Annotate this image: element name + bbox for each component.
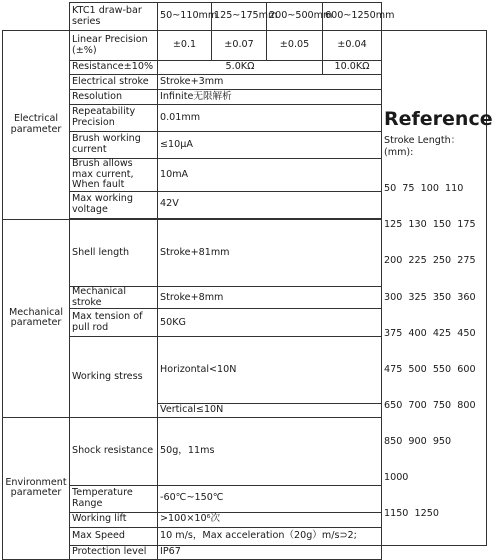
linear-precision-row (3, 31, 487, 61)
cell-value: 10mA (158, 159, 382, 192)
stroke-line: 1000 (384, 472, 409, 484)
cell-value: -60℃~150℃ (158, 485, 382, 512)
stroke-line: 850 900 950 (384, 436, 452, 448)
stroke-line: 475 500 550 600 (384, 363, 476, 375)
cell-value: Stroke+81mm (158, 219, 382, 287)
stroke-line: 300 325 350 360 (384, 291, 476, 303)
row-label: Electrical stroke (70, 75, 158, 90)
row-label: Working stress (70, 337, 158, 418)
row-label: Brush working current (70, 132, 158, 159)
row-label: Resolution (70, 90, 158, 105)
row-label: Brush allows max current, When fault (70, 159, 158, 192)
spec-table (2, 2, 493, 560)
row-label: Resistance±10% (70, 61, 158, 75)
cell-value: 50KG (158, 309, 382, 337)
reference-panel (382, 31, 493, 546)
row-label: Repeatability Precision (70, 105, 158, 132)
stroke-length-label: Stroke Length：(mm): (384, 135, 461, 158)
cell-value: ±0.05 (267, 31, 323, 61)
stroke-line: 375 400 425 450 (384, 327, 476, 339)
stroke-line: 125 130 150 175 (384, 219, 476, 231)
reference-title: Reference (384, 108, 493, 130)
cell-value: Infinite无限解析 (158, 90, 382, 105)
row-label: Linear Precision (±%) (70, 31, 158, 61)
row-label: Max working voltage (70, 191, 158, 218)
cell-value: ±0.1 (158, 31, 212, 61)
stroke-line: 650 700 750 800 (384, 399, 476, 411)
mechanical-group-label: Mechanical parameter (3, 219, 70, 417)
cell-value: 10.0KΩ (323, 61, 382, 75)
range-header: 600~1250mm (323, 3, 382, 31)
cell-value: Stroke+3mm (158, 75, 382, 90)
cell-value: >100×10⁶次 (158, 512, 382, 527)
row-label: Protection level (70, 545, 158, 559)
range-header: 125~175mm (212, 3, 267, 31)
cell-value: IP67 (158, 545, 382, 559)
row-label: Shell length (70, 219, 158, 287)
range-header: 200~500mm (267, 3, 323, 31)
cell-value: 50g，11ms (158, 417, 382, 485)
cell-value: ±0.04 (323, 31, 382, 61)
row-label: Max tension of pull rod (70, 309, 158, 337)
range-header: 50~110mm (158, 3, 212, 31)
cell-value: 0.01mm (158, 105, 382, 132)
environment-group-label: Environment parameter (3, 417, 70, 559)
cell-value: Horizontal<10N (158, 337, 382, 404)
protection-level-row (3, 545, 487, 559)
cell-value: ±0.07 (212, 31, 267, 61)
cell-value: 42V (158, 191, 382, 218)
cell-value: 5.0KΩ (158, 61, 323, 75)
stroke-length-list (384, 159, 484, 545)
row-label: Mechanical stroke (70, 287, 158, 309)
stroke-line: 200 225 250 275 (384, 255, 476, 267)
cell-value: 10 m/s，Max acceleration（20g）m/s⊃2; (158, 527, 382, 545)
cell-value: Stroke+8mm (158, 287, 382, 309)
row-label: Temperature Range (70, 485, 158, 512)
cell-value: Vertical≤10N (158, 403, 382, 417)
row-label: Working lift (70, 512, 158, 527)
stroke-line: 50 75 100 110 (384, 183, 464, 195)
electrical-group-label: Electrical parameter (3, 31, 70, 220)
header-row (3, 3, 487, 31)
cell-value: ≤10μA (158, 132, 382, 159)
stroke-line: 1150 1250 (384, 508, 439, 520)
row-label: Shock resistance (70, 417, 158, 485)
row-label: Max Speed (70, 527, 158, 545)
model-series-label: KTC1 draw-bar series (70, 3, 158, 31)
